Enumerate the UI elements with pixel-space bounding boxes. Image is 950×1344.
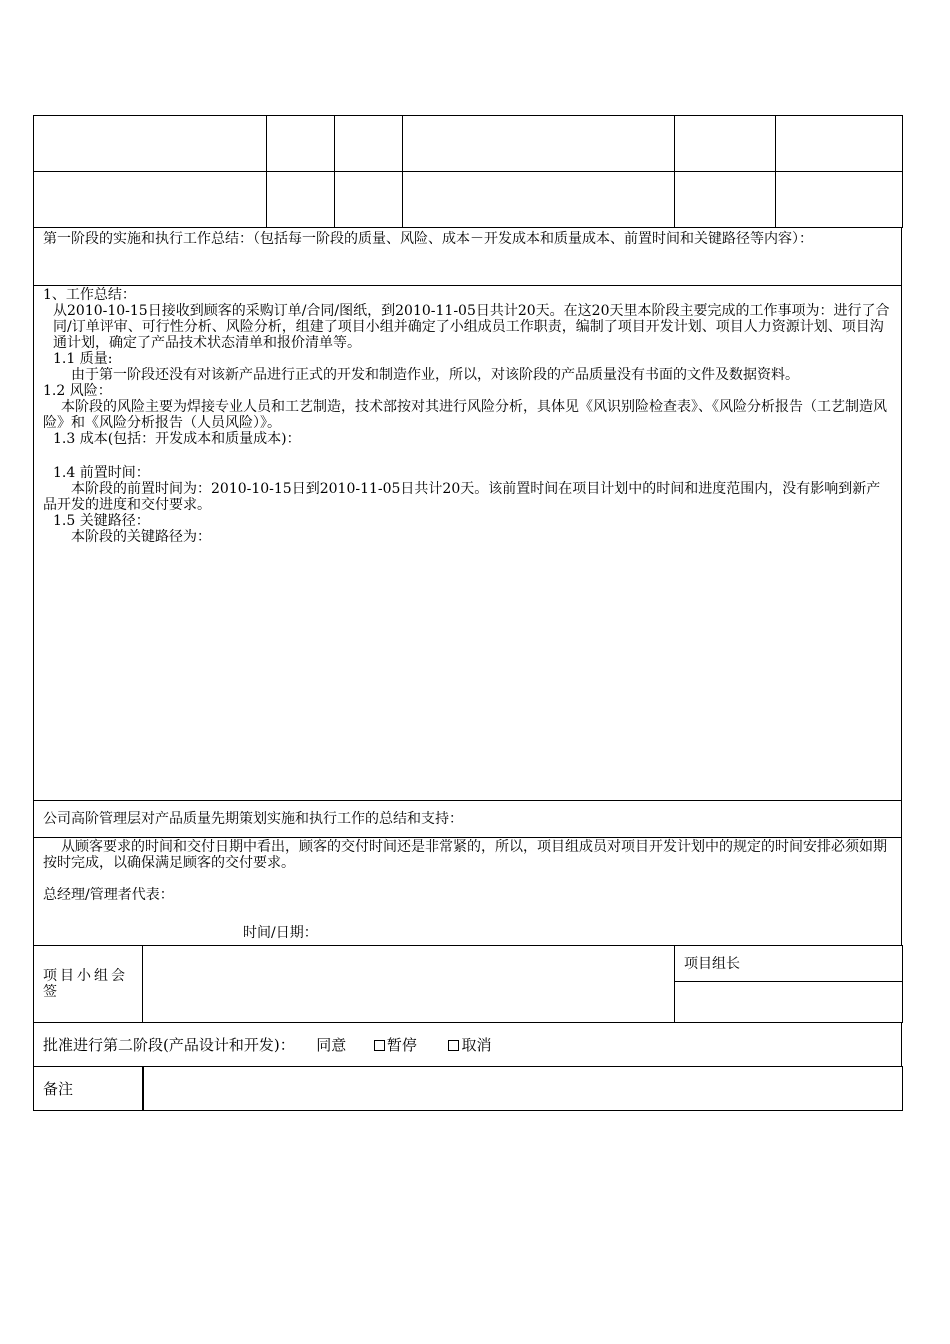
remarks-area[interactable] [143,1067,903,1111]
approve-cancel-option[interactable] [448,1036,491,1054]
header-cell [403,172,675,228]
quality-body: 由于第一阶段还没有对该新产品进行正式的开发和制造作业，所以，对该阶段的产品质量没有书面的文件及数据资料。 [71,367,799,383]
cancel-checkbox-icon[interactable] [448,1040,459,1051]
header-cell [675,116,776,172]
approval-label: 批准进行第二阶段(产品设计和开发)： [43,1035,295,1054]
header-row-1 [34,116,903,172]
header-cell [335,116,403,172]
form-page [33,115,902,1111]
remarks-label-cell [34,1067,143,1111]
management-header [34,801,902,838]
management-header-text: 公司高阶管理层对产品质量先期策划实施和执行工作的总结和支持： [43,811,463,827]
team-sign-label [34,946,143,1023]
approve-pause-option[interactable] [374,1036,417,1054]
header-cell [34,172,267,228]
date-label: 时间/日期： [243,925,318,941]
leader-sign-area[interactable] [675,982,903,1023]
risk-body: 本阶段的风险主要为焊接专业人员和工艺制造，技术部按对其进行风险分析，具体见《风识别险检查表》、《风险分析报告（工艺制造风险》和《风险分析报告（人员风险）》。 [43,399,887,431]
pause-checkbox-icon[interactable] [374,1040,385,1051]
critical-path-title: 1.5 关键路径： [53,513,150,529]
signer-label: 总经理/管理者代表： [43,887,174,903]
team-sign-section [33,945,903,1023]
lead-time-title: 1.4 前置时间： [53,465,150,481]
cancel-label: 取消 [461,1035,492,1054]
leader-label-cell [675,946,903,982]
approval-cell [34,1023,902,1067]
management-cell [34,838,902,946]
phase1-section [33,227,902,946]
header-cell [335,172,403,228]
quality-title: 1.1 质量: [53,351,113,367]
management-body: 从顾客要求的时间和交付日期中看出，顾客的交付时间还是非常紧的，所以，项目组成员对项目开发计划中的规定的时间安排必须如期按时完成，以确保满足顾客的交付要求。 [43,839,887,871]
header-cell [776,172,903,228]
header-cell [776,116,903,172]
work-summary-body: 从2010-10-15日接收到顾客的采购订单/合同/图纸，到2010-11-05日共计20天。在这20天里本阶段主要完成的工作事项为：进行了合同/订单评审、可行性分析、风险分析，组建了项目小组并确定了小组成员工作职责，编制了项目开发计划、项目人力资源计划、项目沟通计划，确定了产品技术状态清单和报价清单等。 [53,303,890,351]
lead-time-body: 本阶段的前置时间为：2010-10-15日到2010-11-05日共计20天。该前置时间在项目计划中的时间和进度范围内，没有影响到新产品开发的进度和交付要求。 [43,481,881,513]
team-sign-area[interactable] [143,946,675,1023]
work-summary-cell [34,286,902,801]
header-cell [34,116,267,172]
critical-path-body: 本阶段的关键路径为： [71,529,211,545]
leader-label: 项目组长 [684,955,740,972]
pause-label: 暂停 [386,1035,417,1054]
remarks-section [33,1066,903,1111]
header-row-2 [34,172,903,228]
header-grid [33,115,903,228]
work-summary-title: 1、工作总结： [43,287,136,303]
header-cell [675,172,776,228]
header-cell [267,116,335,172]
agree-label: 同意 [316,1035,347,1054]
phase1-summary-header [34,228,902,286]
phase1-summary-header-text: 第一阶段的实施和执行工作总结：（包括每一阶段的质量、风险、成本－开发成本和质量成本、前置时间和关键路径等内容）： [43,231,813,247]
header-cell [267,172,335,228]
header-cell [403,116,675,172]
approve-agree-option[interactable] [316,1036,346,1054]
remarks-label: 备注 [43,1079,74,1098]
cost-title: 1.3 成本(包括：开发成本和质量成本)： [53,431,301,447]
approval-section [33,1022,902,1067]
team-sign-label-text: 项目小组会签 [43,968,128,1000]
risk-title: 1.2 风险： [43,383,112,399]
